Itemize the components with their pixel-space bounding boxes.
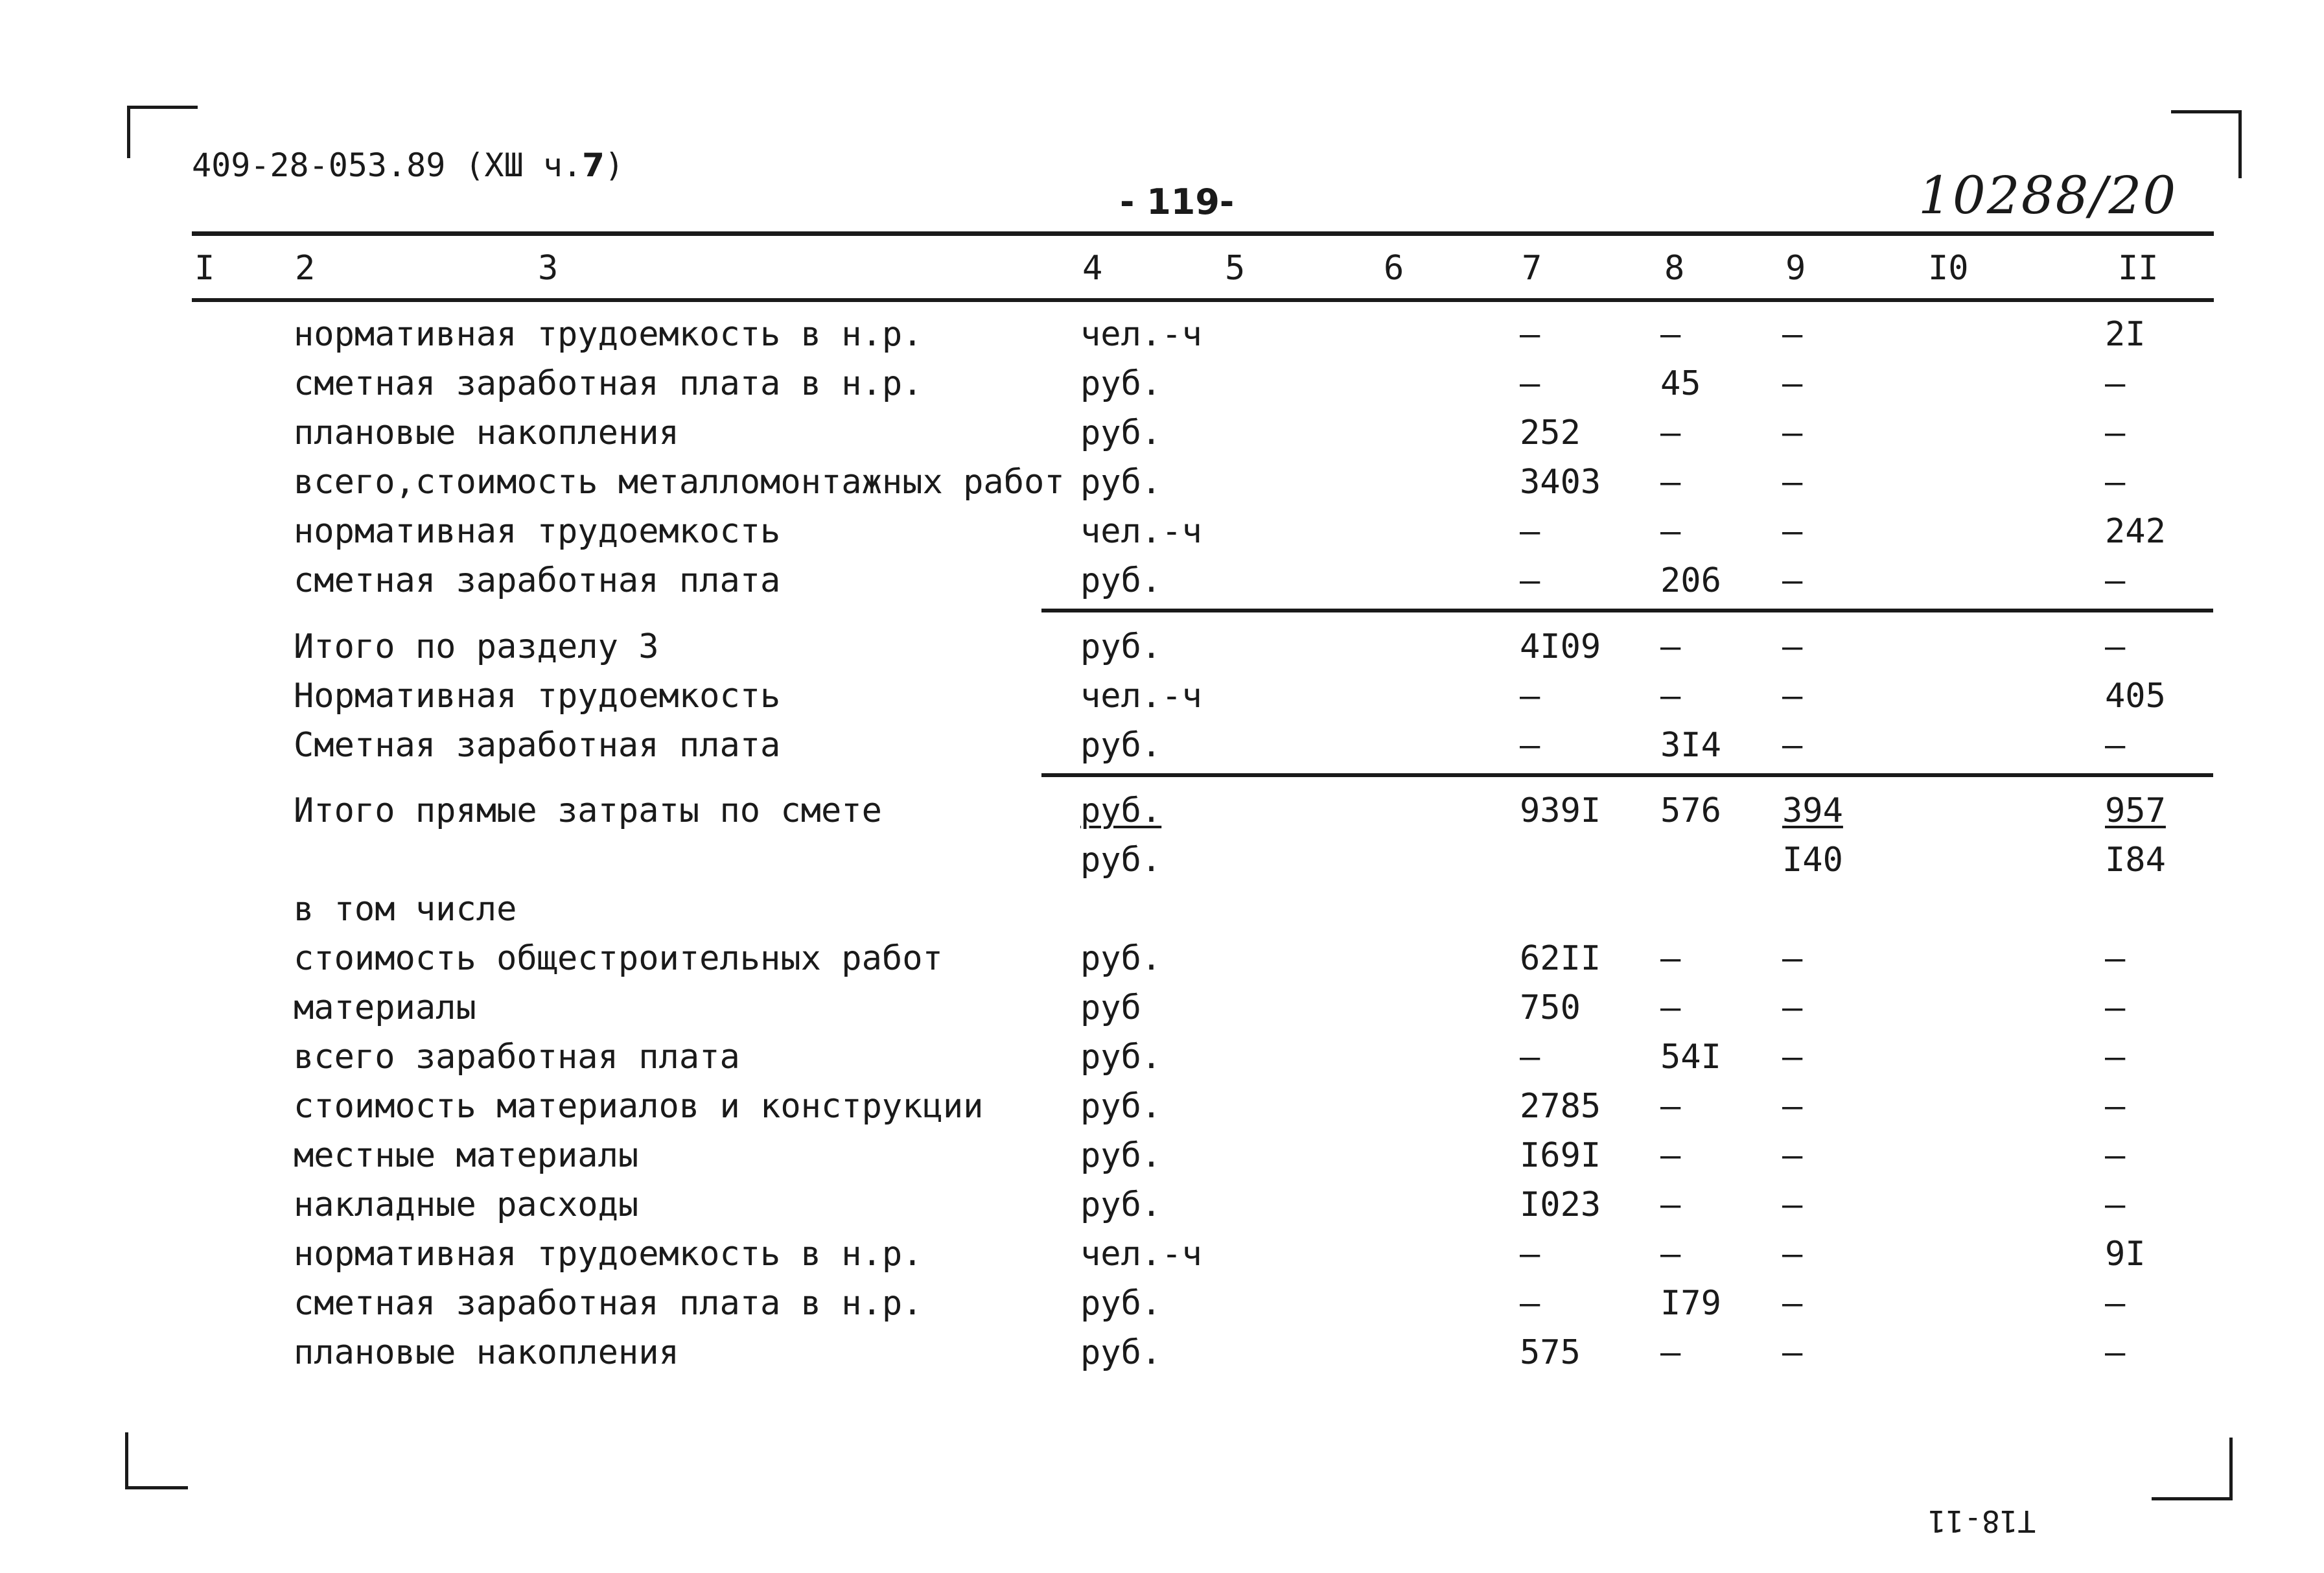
row-col9-value: – [1782,1333,1803,1372]
row-col11-value: – [2105,988,2126,1027]
row-label: материалы [294,988,476,1027]
row-col11-value: – [2105,1038,2126,1077]
row-col8-value: – [1660,988,1681,1027]
row-col9-value: – [1782,315,1803,354]
row-col9-value: – [1782,1284,1803,1323]
row-label: всего заработная плата [294,1038,740,1077]
row-col11-value: – [2105,1087,2126,1126]
row-unit: чел.-ч [1080,677,1202,716]
row-unit: руб. [1080,1087,1162,1126]
row-label: в том числе [294,890,517,929]
row-col7-value: – [1520,1284,1540,1323]
row-col7-value: 4I09 [1520,627,1601,666]
row-col8-value: – [1660,1185,1681,1224]
row-label: сметная заработная плата в н.р. [294,364,923,403]
row-col7-value: 252 [1520,414,1581,452]
document-part-number: 7 [582,146,605,184]
row-col7-value: I023 [1520,1185,1601,1224]
document-code [192,146,624,184]
row-col8-value: – [1660,414,1681,452]
header-bottom-rule [192,298,2214,302]
row-label: Итого прямые затраты по смете [294,791,882,830]
row-unit: руб. [1080,841,1162,880]
column-number: I0 [1928,249,1969,288]
section-divider-2 [1041,773,2213,777]
row-label: Итого по разделу 3 [294,627,659,666]
document-code-text: 409-28-053.89 (XШ ч. [192,146,583,184]
row-label: Сметная заработная плата [294,726,781,765]
row-label: накладные расходы [294,1185,639,1224]
row-unit: руб. [1080,939,1162,978]
row-label: стоимость общестроительных работ [294,939,943,978]
row-unit: чел.-ч [1080,315,1202,354]
row-unit: руб [1080,988,1141,1027]
row-col7-value: – [1520,726,1540,765]
bottom-code: T18-11 [1928,1504,2036,1539]
column-number: 4 [1082,249,1103,288]
row-col8-value: 206 [1660,561,1721,600]
row-col9-value: I40 [1782,841,1843,880]
row-col11-value: – [2105,1136,2126,1175]
corner-mark-bottom-left [125,1432,188,1489]
row-col9-value: – [1782,561,1803,600]
row-label: всего,стоимость металломонтажных работ [294,463,1065,502]
row-unit: руб. [1080,1284,1162,1323]
row-col9-value: – [1782,677,1803,716]
column-number: 3 [538,249,559,288]
row-col11-value: – [2105,364,2126,403]
row-col7-value: 62II [1520,939,1601,978]
row-col9-value: – [1782,512,1803,551]
row-label: нормативная трудоемкость [294,512,781,551]
row-label: плановые накопления [294,1333,679,1372]
row-col7-value: 575 [1520,1333,1581,1372]
section-divider-1 [1041,609,2213,612]
row-col8-value: – [1660,1235,1681,1274]
row-unit: руб. [1080,1136,1162,1175]
row-col8-value: – [1660,677,1681,716]
row-col9-value: – [1782,414,1803,452]
row-label: сметная заработная плата [294,561,781,600]
row-col11-value: 405 [2105,677,2166,716]
row-col7-value: – [1520,1038,1540,1077]
row-col9-value: – [1782,627,1803,666]
row-col7-value: – [1520,1235,1540,1274]
row-label: нормативная трудоемкость в н.р. [294,315,923,354]
row-label: Нормативная трудоемкость [294,677,781,716]
row-col8-value: – [1660,512,1681,551]
column-number: I [194,249,215,288]
row-col7-value: – [1520,561,1540,600]
row-unit: руб. [1080,627,1162,666]
row-unit: чел.-ч [1080,512,1202,551]
row-col11-value: – [2105,627,2126,666]
row-col9-value: 394 [1782,791,1843,830]
row-col8-value: I79 [1660,1284,1721,1323]
row-col11-value: 2I [2105,315,2146,354]
row-col7-value: I69I [1520,1136,1601,1175]
corner-mark-top-right [2171,110,2242,178]
row-col7-value: 3403 [1520,463,1601,502]
row-col9-value: – [1782,463,1803,502]
column-number: II [2118,249,2159,288]
row-col11-value: – [2105,726,2126,765]
corner-mark-top-left [127,106,198,158]
row-col9-value: – [1782,939,1803,978]
page-number: - 119- [1120,181,1235,222]
row-label: нормативная трудоемкость в н.р. [294,1235,923,1274]
row-col7-value: – [1520,512,1540,551]
row-unit: руб. [1080,561,1162,600]
row-label: сметная заработная плата в н.р. [294,1284,923,1323]
row-col7-value: 750 [1520,988,1581,1027]
row-col11-value: 957 [2105,791,2166,830]
row-unit: руб. [1080,1185,1162,1224]
row-col9-value: – [1782,988,1803,1027]
row-col8-value: – [1660,315,1681,354]
row-col9-value: – [1782,726,1803,765]
column-number: 2 [295,249,316,288]
row-col8-value: – [1660,1087,1681,1126]
column-number: 6 [1384,249,1404,288]
row-col8-value: 576 [1660,791,1721,830]
row-col11-value: 9I [2105,1235,2146,1274]
row-col7-value: 939I [1520,791,1601,830]
row-col7-value: – [1520,315,1540,354]
row-unit: чел.-ч [1080,1235,1202,1274]
row-unit: руб. [1080,1333,1162,1372]
handwritten-number: 10288/20 [1918,165,2178,226]
row-col9-value: – [1782,1185,1803,1224]
row-unit: руб. [1080,463,1162,502]
row-col11-value: – [2105,1185,2126,1224]
row-col8-value: – [1660,463,1681,502]
row-col9-value: – [1782,364,1803,403]
row-label: местные материалы [294,1136,639,1175]
row-col11-value: – [2105,561,2126,600]
row-col8-value: 3I4 [1660,726,1721,765]
column-number: 8 [1664,249,1685,288]
row-unit: руб. [1080,726,1162,765]
row-col9-value: – [1782,1136,1803,1175]
row-col8-value: – [1660,939,1681,978]
row-col11-value: 242 [2105,512,2166,551]
row-col11-value: – [2105,939,2126,978]
row-col7-value: 2785 [1520,1087,1601,1126]
row-col11-value: I84 [2105,841,2166,880]
column-number: 7 [1522,249,1542,288]
row-col8-value: 54I [1660,1038,1721,1077]
row-col9-value: – [1782,1038,1803,1077]
row-unit: руб. [1080,791,1162,830]
document-code-close: ) [604,146,624,184]
row-col8-value: 45 [1660,364,1701,403]
row-col9-value: – [1782,1235,1803,1274]
row-col11-value: – [2105,463,2126,502]
row-col11-value: – [2105,1333,2126,1372]
row-label: плановые накопления [294,414,679,452]
column-number: 9 [1785,249,1806,288]
row-col7-value: – [1520,364,1540,403]
row-col8-value: – [1660,627,1681,666]
row-col9-value: – [1782,1087,1803,1126]
row-unit: руб. [1080,1038,1162,1077]
row-col11-value: – [2105,1284,2126,1323]
column-number: 5 [1225,249,1246,288]
row-col8-value: – [1660,1333,1681,1372]
row-unit: руб. [1080,364,1162,403]
row-unit: руб. [1080,414,1162,452]
row-col11-value: – [2105,414,2126,452]
row-label: стоимость материалов и конструкции [294,1087,984,1126]
row-col8-value: – [1660,1136,1681,1175]
row-col7-value: – [1520,677,1540,716]
corner-mark-bottom-right [2152,1438,2233,1500]
table-top-rule [192,231,2214,236]
